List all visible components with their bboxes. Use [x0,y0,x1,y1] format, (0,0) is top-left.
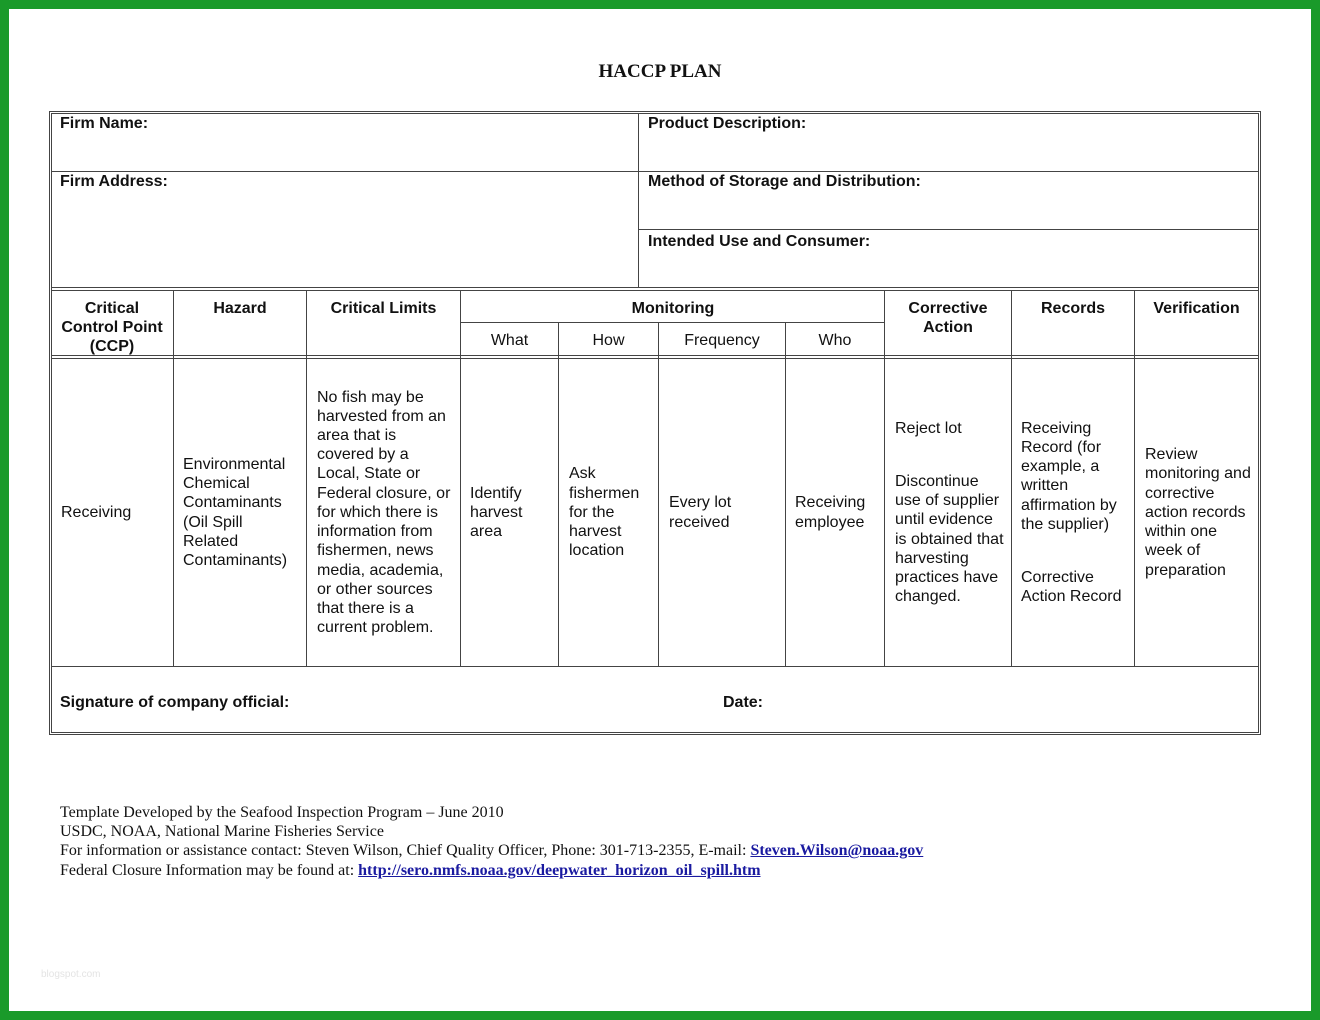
col-header-verification: Verification [1153,300,1240,317]
monitoring-sub-line [460,322,885,323]
cell-hazard [183,359,299,666]
col-header-corrective-action: Corrective Action [908,300,988,337]
table-top-line-1 [51,287,1259,288]
col-line-5 [658,322,659,667]
intended-use-label: Intended Use and Consumer: [648,233,871,250]
col-header-frequency: Frequency [684,332,760,349]
cell-frequency-text: Every lot received [669,494,732,531]
col-line-1 [173,290,174,667]
footer-line-contact [60,841,923,860]
footer-contact-text: For information or assistance contact: Steven Wilson, Chief Quality Officer, Phone: 301-713-2355, E-mail: [60,842,751,860]
col-header-ccp: Critical Control Point (CCP) [61,300,163,356]
col-header-hazard: Hazard [213,300,267,317]
table-top-line-2 [51,290,1259,291]
document-title: HACCP PLAN [598,61,722,82]
cell-verification-text: Review monitoring and corrective action records within one week of preparation [1145,446,1251,579]
cell-ccp-text: Receiving [61,503,132,521]
cell-frequency [669,359,769,666]
cell-corrective-action [895,359,1007,666]
watermark-text: blogspot.com [41,969,101,980]
col-line-6 [785,322,786,667]
footer-closure-text: Federal Closure Information may be found at: [60,861,359,879]
inner-right-border [1258,113,1259,733]
closure-info-link[interactable]: http://sero.nmfs.noaa.gov/deepwater_horizon_oil_spill.htm [358,861,761,879]
col-line-7 [884,290,885,667]
header-divider [638,113,639,288]
cell-records-text-2: Corrective Action Record [1021,568,1122,606]
col-header-records: Records [1040,300,1106,317]
cell-ccp [61,359,171,666]
col-line-9 [1134,290,1135,667]
product-description-label: Product Description: [648,115,807,132]
col-line-2 [306,290,307,667]
outer-left-border [49,111,50,735]
cell-critical-limits [317,359,455,666]
cell-verification [1145,359,1255,666]
cell-how [569,359,653,666]
firm-name-label: Firm Name: [60,115,149,132]
storage-distribution-label: Method of Storage and Distribution: [648,173,921,190]
footer-notes [60,803,923,880]
date-label: Date: [723,694,764,711]
cell-who-text: Receiving employee [795,494,866,531]
col-line-8 [1011,290,1012,667]
cell-what-text: Identify harvest area [470,484,523,541]
outer-bottom-border [49,734,1261,735]
header-bottom-line-1 [51,355,1259,356]
cell-how-text: Ask fishermen for the harvest location [569,465,640,560]
cell-corrective-action-text-2: Discontinue use of supplier until evidence is obtained that harvesting practices have changed. [895,472,1004,606]
col-header-what: What [490,332,529,349]
inner-left-border [51,113,52,733]
cell-corrective-action-text-1: Reject lot [895,419,962,437]
col-line-4 [558,322,559,667]
cell-hazard-text: Environmental Chemical Contaminants (Oil Spill Related Contaminants) [183,455,288,569]
cell-who [795,359,881,666]
signature-label: Signature of company official: [60,694,290,711]
cell-what [470,359,552,666]
col-header-who: Who [818,332,852,349]
cell-records [1021,359,1131,666]
col-header-monitoring: Monitoring [631,300,715,317]
document-page [9,9,1311,1011]
footer-line-template: Template Developed by the Seafood Inspection Program – June 2010 [60,804,504,821]
header-right-row-line [638,229,1259,230]
outer-top-border [49,111,1261,112]
footer-line-closure [60,861,923,880]
body-bottom-line [51,666,1259,667]
footer-line-agency: USDC, NOAA, National Marine Fisheries Service [60,823,384,841]
outer-right-border [1260,111,1261,735]
cell-critical-limits-text: No fish may be harvested from an area that is covered by a Local, State or Federal closure, or for which there is information from fishermen, news media, academia, or other sources that there is a current problem. [317,388,451,637]
col-header-critical-limits: Critical Limits [330,300,437,317]
firm-address-label: Firm Address: [60,173,168,190]
inner-bottom-border [51,732,1259,733]
col-header-how: How [592,332,625,349]
email-link[interactable]: Steven.Wilson@noaa.gov [750,842,924,860]
cell-records-text-1: Receiving Record (for example, a written affirmation by the supplier) [1021,419,1117,533]
